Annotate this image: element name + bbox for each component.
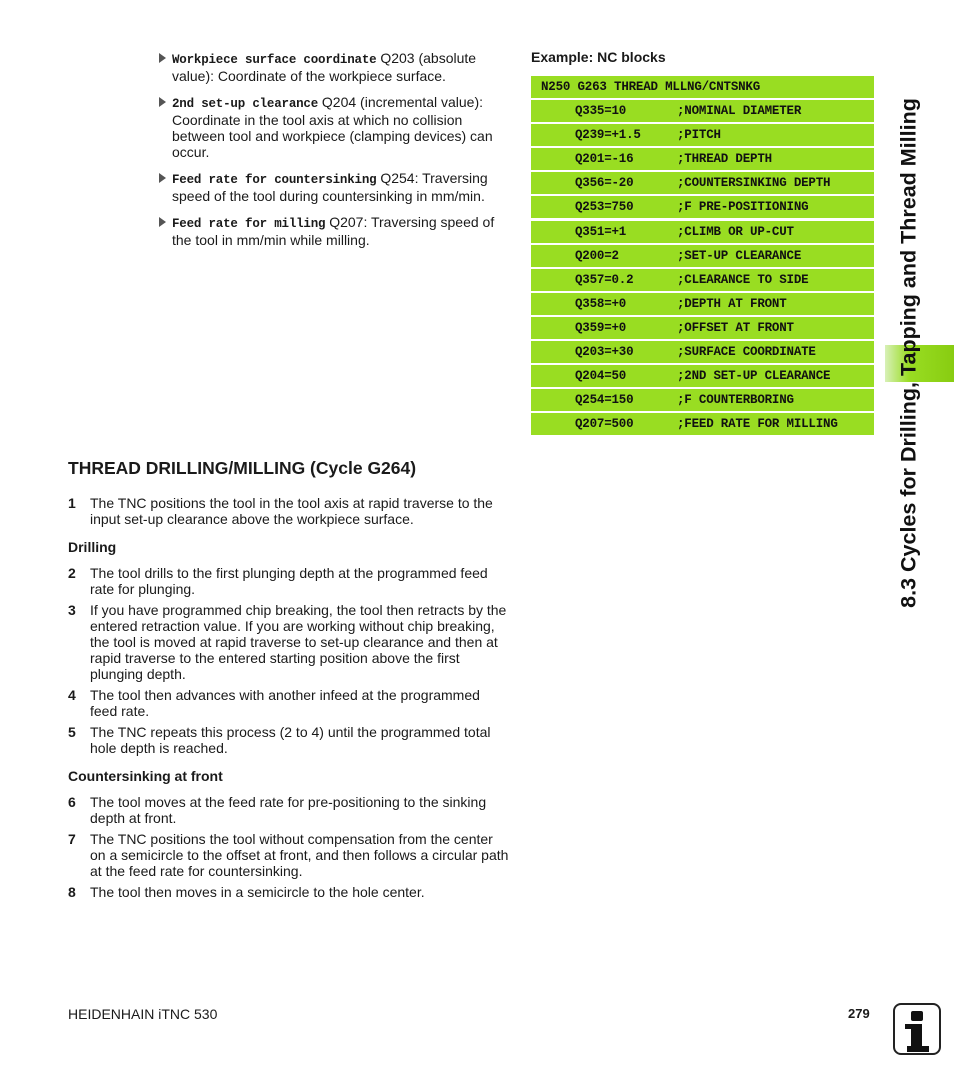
footer-product: HEIDENHAIN iTNC 530 (68, 1006, 218, 1022)
nc-comment: ;SET-UP CLEARANCE (677, 248, 802, 263)
chapter-side-title-text: 8.3 Cycles for Drilling, Tapping and Thread Milling (896, 98, 921, 608)
nc-comment: ;FEED RATE FOR MILLING (677, 417, 838, 432)
nc-param: Q359=+0 (575, 320, 627, 335)
step-text: The tool then moves in a semicircle to the hole center. (90, 884, 425, 900)
step-text: The tool moves at the feed rate for pre-positioning to the sinking depth at front. (90, 794, 487, 826)
nc-row (531, 245, 874, 267)
step-text: The TNC positions the tool without compensation from the center on a semicircle to the offset at front, and then follows a circular path at the feed rate for countersinking. (90, 831, 509, 879)
param-desc: Q254: Traversing speed of the tool during countersinking in mm/min. (172, 170, 488, 204)
nc-row (531, 172, 874, 194)
param-desc: Q204 (incremental value): Coordinate in the tool axis at which no collision between tool and workpiece (clamping devices) can occur. (172, 94, 493, 160)
step-number: 8 (68, 884, 76, 900)
nc-row (531, 196, 874, 218)
nc-param: Q201=-16 (575, 152, 634, 167)
nc-row (531, 221, 874, 243)
nc-row (531, 124, 874, 146)
step-number: 3 (68, 602, 76, 618)
nc-row (531, 341, 874, 363)
nc-row (531, 148, 874, 170)
triangle-arrow-icon (159, 97, 166, 107)
nc-comment: ;PITCH (677, 128, 721, 143)
page-number: 279 (848, 1006, 870, 1021)
step-text: The TNC positions the tool in the tool axis at rapid traverse to the input set-up clearance above the workpiece surface. (90, 495, 493, 527)
nc-comment: ;CLEARANCE TO SIDE (677, 272, 809, 287)
step-number: 7 (68, 831, 76, 847)
nc-row (531, 269, 874, 291)
step-item (68, 602, 510, 682)
info-icon-stem (909, 1024, 926, 1050)
nc-param: Q204=50 (575, 369, 627, 384)
nc-param: Q356=-20 (575, 176, 634, 191)
step-number: 2 (68, 565, 76, 581)
param-code: 2nd set-up clearance (172, 97, 319, 111)
param-item (158, 170, 510, 204)
step-text: The tool drills to the first plunging depth at the programmed feed rate for plunging. (90, 565, 488, 597)
nc-param: Q239=+1.5 (575, 128, 641, 143)
step-text: If you have programmed chip breaking, the tool then retracts by the entered retraction value. If you are working without chip breaking, the tool is moved at rapid traverse to set-up clearance and then at rapid traverse to the entered starting position above the first plunging depth. (90, 602, 507, 682)
step-item (68, 495, 510, 527)
nc-comment: ;CLIMB OR UP-CUT (677, 224, 794, 239)
nc-param: Q358=+0 (575, 296, 627, 311)
nc-param: Q253=750 (575, 200, 634, 215)
nc-row (531, 317, 874, 339)
nc-comment: ;COUNTERSINKING DEPTH (677, 176, 831, 191)
step-item (68, 794, 510, 826)
nc-param: Q351=+1 (575, 224, 627, 239)
param-item (158, 214, 510, 248)
nc-row (531, 100, 874, 122)
step-item (68, 687, 510, 719)
nc-comment: ;NOMINAL DIAMETER (677, 104, 802, 119)
param-code: Feed rate for milling (172, 217, 326, 231)
step-item (68, 724, 510, 756)
nc-comment: ;F COUNTERBORING (677, 393, 794, 408)
section-heading: THREAD DRILLING/MILLING (Cycle G264) (68, 458, 417, 478)
nc-row (531, 76, 874, 98)
nc-param: Q207=500 (575, 417, 634, 432)
step-text: The TNC repeats this process (2 to 4) until the programmed total hole depth is reached. (90, 724, 491, 756)
param-code: Workpiece surface coordinate (172, 53, 377, 67)
step-number: 5 (68, 724, 76, 740)
example-title: Example: NC blocks (531, 49, 666, 65)
step-item (68, 884, 510, 900)
step-item (68, 565, 510, 597)
cycle-steps (68, 495, 510, 905)
nc-row (531, 293, 874, 315)
nc-comment: ;2ND SET-UP CLEARANCE (677, 369, 831, 384)
nc-blocks (531, 76, 874, 437)
step-number: 4 (68, 687, 76, 703)
param-desc: Q207: Traversing speed of the tool in mm/min while milling. (172, 214, 495, 248)
nc-comment: ;F PRE-POSITIONING (677, 200, 809, 215)
nc-row (531, 413, 874, 435)
step-item (68, 831, 510, 879)
subheading-drilling: Drilling (68, 539, 117, 555)
param-code: Feed rate for countersinking (172, 173, 377, 187)
subheading-countersinking: Countersinking at front (68, 768, 223, 784)
nc-row (531, 365, 874, 387)
param-item (158, 94, 510, 160)
nc-param: Q203=+30 (575, 345, 634, 360)
triangle-arrow-icon (159, 217, 166, 227)
info-icon-dot (911, 1011, 923, 1021)
nc-param: Q335=10 (575, 104, 627, 119)
nc-param: Q200=2 (575, 248, 619, 263)
info-icon (893, 1003, 941, 1055)
nc-param: Q254=150 (575, 393, 634, 408)
parameter-list (158, 50, 510, 258)
param-desc: Q203 (absolute value): Coordinate of the workpiece surface. (172, 50, 477, 84)
chapter-side-title (889, 48, 929, 658)
step-number: 1 (68, 495, 76, 511)
nc-line: N250 G263 THREAD MLLNG/CNTSNKG (541, 80, 761, 94)
nc-row (531, 389, 874, 411)
nc-comment: ;THREAD DEPTH (677, 152, 772, 167)
nc-comment: ;SURFACE COORDINATE (677, 345, 816, 360)
nc-param: Q357=0.2 (575, 272, 634, 287)
triangle-arrow-icon (159, 53, 166, 63)
triangle-arrow-icon (159, 173, 166, 183)
step-text: The tool then advances with another infeed at the programmed feed rate. (90, 687, 480, 719)
nc-comment: ;DEPTH AT FRONT (677, 296, 787, 311)
step-number: 6 (68, 794, 76, 810)
param-item (158, 50, 510, 84)
nc-comment: ;OFFSET AT FRONT (677, 320, 794, 335)
